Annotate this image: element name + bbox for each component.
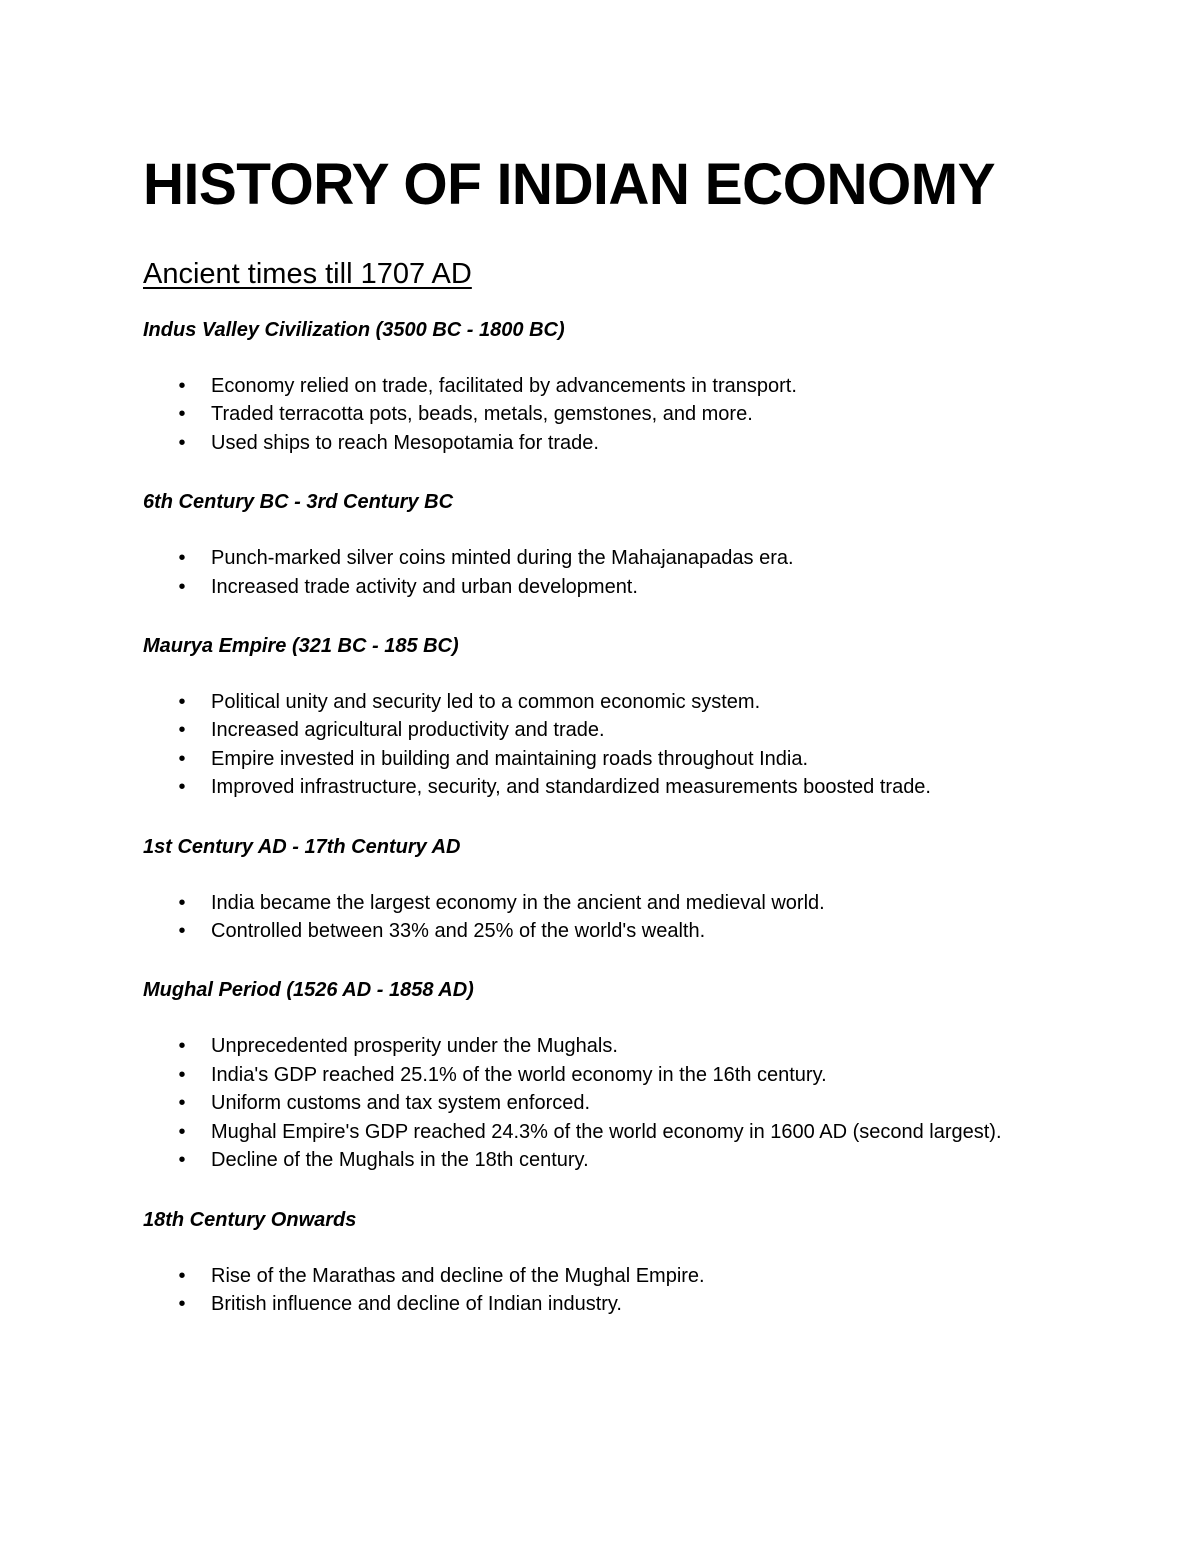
bullet-icon: • [178, 691, 186, 714]
bullet-text: Increased trade activity and urban development. [211, 575, 638, 598]
bullet-text: Empire invested in building and maintaining roads throughout India. [211, 747, 809, 770]
bullet-list [143, 544, 1080, 601]
bullet-icon: • [178, 1292, 186, 1315]
period-section [143, 833, 1080, 946]
bullet-icon: • [178, 431, 186, 454]
bullet-text: British influence and decline of Indian industry. [211, 1292, 622, 1315]
period-title: Indus Valley Civilization (3500 BC - 1800 BC) [143, 319, 565, 341]
list-item [143, 716, 1080, 744]
period-title: 18th Century Onwards [143, 1208, 357, 1231]
bullet-text: Mughal Empire's GDP reached 24.3% of the world economy in 1600 AD (second largest). [211, 1120, 1002, 1143]
bullet-text: Decline of the Mughals in the 18th century. [211, 1149, 589, 1172]
list-item [143, 745, 1080, 773]
bullet-text: Uniform customs and tax system enforced. [211, 1092, 591, 1115]
bullet-list [143, 688, 1080, 802]
bullet-icon: • [178, 403, 186, 426]
bullet-text: Economy relied on trade, facilitated by advancements in transport. [211, 375, 797, 397]
list-item [143, 1061, 1080, 1089]
bullet-icon: • [178, 1063, 186, 1086]
bullet-icon: • [178, 1149, 186, 1172]
bullet-text: Rise of the Marathas and decline of the Mughal Empire. [211, 1264, 705, 1287]
list-item [143, 1146, 1080, 1174]
list-item [143, 917, 1080, 945]
period-section [143, 632, 1080, 802]
list-item [143, 1089, 1080, 1117]
bullet-text: Controlled between 33% and 25% of the world's wealth. [211, 920, 706, 943]
periods-container [143, 316, 1080, 1318]
period-section [143, 1206, 1080, 1319]
bullet-text: India became the largest economy in the ancient and medieval world. [211, 891, 825, 914]
bullet-icon: • [178, 719, 186, 742]
bullet-icon: • [178, 891, 186, 914]
bullet-icon: • [178, 747, 186, 770]
bullet-icon: • [178, 375, 186, 397]
list-item [143, 773, 1080, 801]
list-item [143, 1262, 1080, 1290]
list-item [143, 400, 1080, 428]
list-item [143, 372, 1080, 400]
bullet-icon: • [178, 547, 186, 570]
bullet-text: Political unity and security led to a common economic system. [211, 691, 761, 714]
page-title: HISTORY OF INDIAN ECONOMY [143, 152, 996, 217]
period-title: 6th Century BC - 3rd Century BC [143, 491, 454, 514]
list-item [143, 889, 1080, 917]
list-item [143, 544, 1080, 572]
period-section [143, 316, 1080, 457]
bullet-list [143, 1032, 1080, 1174]
bullet-icon: • [178, 575, 186, 598]
bullet-icon: • [178, 1035, 186, 1058]
list-item [143, 573, 1080, 601]
bullet-text: Improved infrastructure, security, and standardized measurements boosted trade. [211, 776, 931, 799]
bullet-list [143, 889, 1080, 946]
bullet-icon: • [178, 920, 186, 943]
list-item [143, 688, 1080, 716]
period-section [143, 976, 1080, 1174]
bullet-icon: • [178, 1264, 186, 1287]
list-item [143, 1118, 1080, 1146]
period-title: 1st Century AD - 17th Century AD [143, 835, 461, 858]
bullet-icon: • [178, 1092, 186, 1115]
bullet-text: Used ships to reach Mesopotamia for trade. [211, 431, 599, 454]
bullet-icon: • [178, 1120, 186, 1143]
bullet-text: Punch-marked silver coins minted during the Mahajanapadas era. [211, 547, 794, 570]
period-title: Maurya Empire (321 BC - 185 BC) [143, 635, 459, 658]
list-item [143, 429, 1080, 457]
bullet-list [143, 1262, 1080, 1319]
period-section [143, 488, 1080, 601]
period-title: Mughal Period (1526 AD - 1858 AD) [143, 979, 474, 1002]
section-heading: Ancient times till 1707 AD [143, 258, 472, 290]
bullet-list [143, 372, 1080, 457]
bullet-icon: • [178, 776, 186, 799]
list-item [143, 1032, 1080, 1060]
bullet-text: Traded terracotta pots, beads, metals, gemstones, and more. [211, 403, 753, 426]
bullet-text: India's GDP reached 25.1% of the world economy in the 16th century. [211, 1063, 827, 1086]
list-item [143, 1290, 1080, 1318]
bullet-text: Unprecedented prosperity under the Mughals. [211, 1035, 618, 1058]
bullet-text: Increased agricultural productivity and trade. [211, 719, 605, 742]
